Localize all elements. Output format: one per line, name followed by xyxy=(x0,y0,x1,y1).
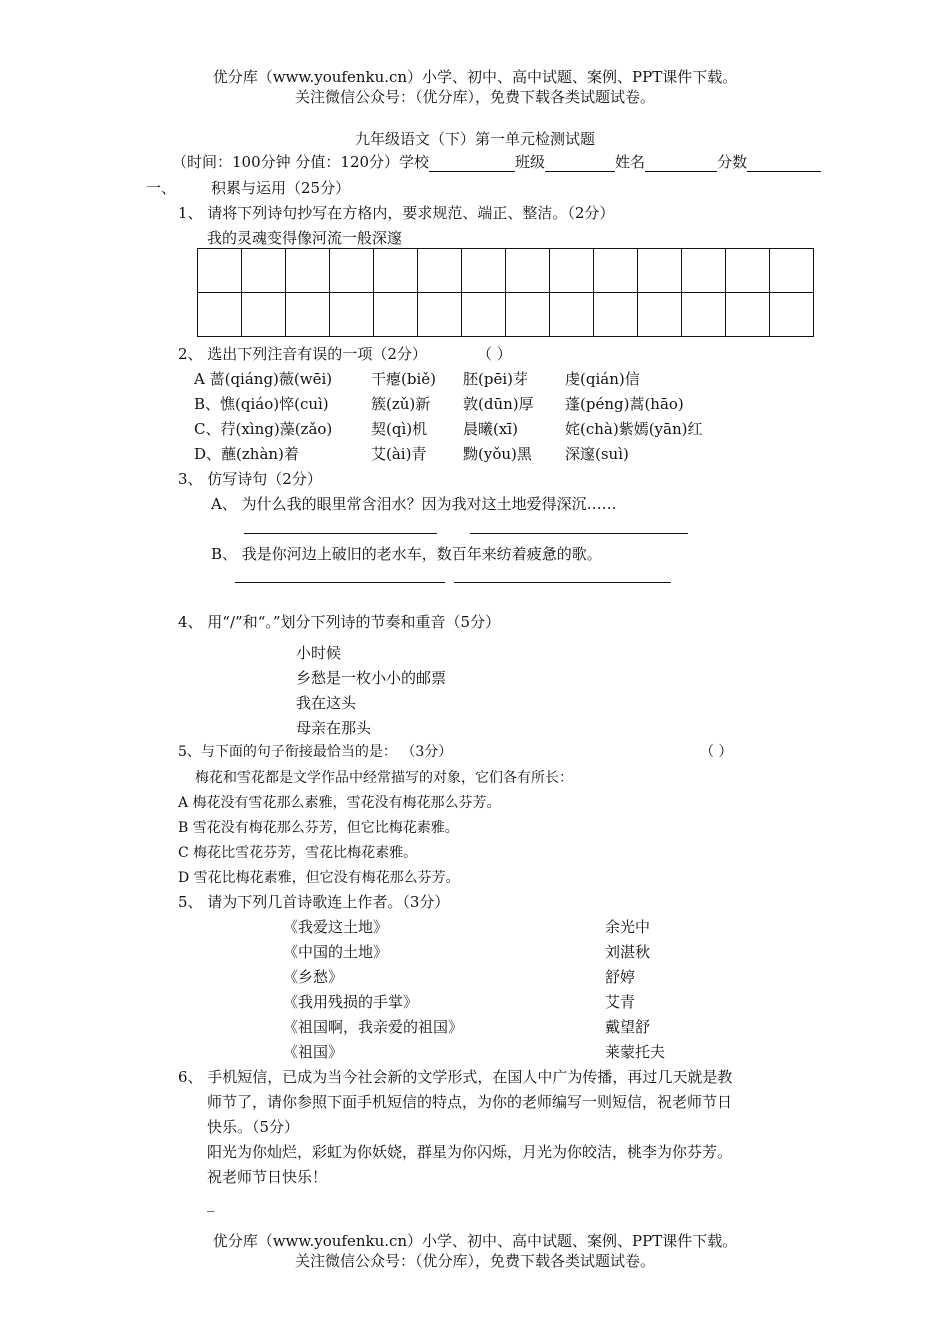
q2-prompt: 2、 选出下列注音有误的一项（2分） xyxy=(178,345,427,363)
q5b-prompt: 5、 请为下列几首诗歌连上作者。（3分） xyxy=(178,893,450,911)
q2-option-c-2: 契(qì)机 xyxy=(371,420,428,438)
author-name: 莱蒙托夫 xyxy=(605,1043,666,1061)
q6-prompt-line-2: 师节了，请你参照下面手机短信的特点，为你的老师编写一则短信，祝老师节日 xyxy=(207,1093,733,1111)
grid-cell[interactable] xyxy=(506,249,550,293)
poem-title: 《祖国啊，我亲爱的祖国》 xyxy=(283,1018,464,1036)
section-title: 积累与运用（25分） xyxy=(211,179,351,197)
q5a-option-c: C 梅花比雪花芬芳，雪花比梅花素雅。 xyxy=(178,845,418,861)
q2-option-d-2: 艾(ài)青 xyxy=(371,445,427,463)
header-line-2: 关注微信公众号：（优分库），免费下载各类试题试卷。 xyxy=(294,88,655,106)
author-name: 舒婷 xyxy=(605,968,636,986)
q2-option-c-1: C、荇(xìng)藻(zǎo) xyxy=(194,420,333,438)
q1-prompt: 1、 请将下列诗句抄写在方格内，要求规范、端正、整洁。（2分） xyxy=(178,204,615,222)
q2-option-c-3: 晨曦(xī) xyxy=(463,420,518,438)
writing-grid[interactable] xyxy=(197,248,814,337)
q5a-option-a: A 梅花没有雪花那么素雅，雪花没有梅花那么芬芳。 xyxy=(178,795,501,811)
poem-line-4: 母亲在那头 xyxy=(296,719,372,737)
poem-title: 《我用残损的手掌》 xyxy=(283,993,419,1011)
q5a-stem: 梅花和雪花都是文学作品中经常描写的对象，它们各有所长： xyxy=(195,770,573,786)
q2-option-a-4: 虔(qián)信 xyxy=(565,370,640,388)
q2-option-a-2: 干瘪(biě) xyxy=(371,370,436,388)
header-line-1: 优分库（www.youfenku.cn）小学、初中、高中试题、案例、PPT课件下载。 xyxy=(212,68,738,86)
footer-line-1: 优分库（www.youfenku.cn）小学、初中、高中试题、案例、PPT课件下载。 xyxy=(212,1232,738,1250)
author-name: 戴望舒 xyxy=(605,1018,651,1036)
grid-cell[interactable] xyxy=(286,249,330,293)
q5a-prompt: 5、与下面的句子衔接最恰当的是： （3分） xyxy=(178,744,453,760)
poem-line-1: 小时候 xyxy=(296,644,342,662)
grid-cell[interactable] xyxy=(770,249,814,293)
poem-title: 《祖国》 xyxy=(283,1043,344,1061)
grid-cell[interactable] xyxy=(374,249,418,293)
grid-cell[interactable] xyxy=(462,293,506,337)
name-blank[interactable] xyxy=(645,171,717,172)
grid-cell[interactable] xyxy=(638,249,682,293)
class-blank[interactable] xyxy=(545,171,615,172)
grid-cell[interactable] xyxy=(770,293,814,337)
q2-option-d-3: 黝(yǒu)黑 xyxy=(463,445,532,463)
q5a-answer-paren[interactable]: （ ） xyxy=(700,744,733,760)
q5a-option-b: B 雪花没有梅花那么芬芳，但它比梅花素雅。 xyxy=(178,820,459,836)
q3-item-b: B、 我是你河边上破旧的老水车，数百年来纺着疲惫的歌。 xyxy=(211,545,602,563)
grid-cell[interactable] xyxy=(242,293,286,337)
q2-option-a-3: 胚(pēi)芽 xyxy=(463,370,528,388)
q2-option-b-2: 簇(zǔ)新 xyxy=(371,395,431,413)
q6-prompt-line-1: 6、 手机短信，已成为当今社会新的文学形式，在国人中广为传播，再过几天就是教 xyxy=(178,1068,733,1086)
q2-option-b-1: B、憔(qiáo)悴(cuì) xyxy=(194,395,329,413)
q6-sample-sms-line-2: 祝老师节日快乐！ xyxy=(207,1168,328,1186)
grid-cell[interactable] xyxy=(462,249,506,293)
q2-option-d-4: 深邃(suì) xyxy=(565,445,629,463)
q2-option-a-1: A 蔷(qiáng)薇(wēi) xyxy=(194,370,333,388)
q6-prompt-line-3: 快乐。（5分） xyxy=(207,1118,300,1136)
grid-cell[interactable] xyxy=(682,249,726,293)
school-blank[interactable] xyxy=(429,171,515,172)
q2-option-d-1: D、蘸(zhàn)着 xyxy=(194,445,299,463)
q4-prompt: 4、 用“/”和“。”划分下列诗的节奏和重音（5分） xyxy=(178,613,501,631)
grid-cell[interactable] xyxy=(330,293,374,337)
q2-option-c-4: 姹(chà)紫嫣(yān)红 xyxy=(565,420,703,438)
q3-b-answer-line-2[interactable] xyxy=(454,582,671,583)
grid-cell[interactable] xyxy=(726,249,770,293)
author-name: 艾青 xyxy=(605,993,636,1011)
q6-sample-sms-line-1: 阳光为你灿烂，彩虹为你妖娆，群星为你闪烁，月光为你皎洁，桃李为你芬芳。 xyxy=(207,1143,733,1161)
q2-option-b-3: 敦(dūn)厚 xyxy=(463,395,534,413)
q5a-option-d: D 雪花比梅花素雅，但它没有梅花那么芬芳。 xyxy=(178,870,460,886)
grid-cell[interactable] xyxy=(286,293,330,337)
grid-cell[interactable] xyxy=(198,293,242,337)
grid-cell[interactable] xyxy=(594,293,638,337)
q3-b-answer-line-1[interactable] xyxy=(235,582,445,583)
grid-row xyxy=(198,293,814,337)
grid-cell[interactable] xyxy=(682,293,726,337)
grid-cell[interactable] xyxy=(550,249,594,293)
grid-cell[interactable] xyxy=(198,249,242,293)
grid-cell[interactable] xyxy=(418,293,462,337)
q3-a-answer-line-1[interactable] xyxy=(244,533,437,534)
page-title: 九年级语文（下）第一单元检测试题 xyxy=(354,130,595,148)
score-label: 分数 xyxy=(717,153,748,171)
q6-answer-start[interactable]: _ xyxy=(207,1194,215,1212)
section-number: 一、 xyxy=(146,179,177,197)
grid-cell[interactable] xyxy=(726,293,770,337)
score-blank[interactable] xyxy=(747,171,821,172)
grid-cell[interactable] xyxy=(418,249,462,293)
footer-line-2: 关注微信公众号：（优分库），免费下载各类试题试卷。 xyxy=(294,1252,655,1270)
poem-line-3: 我在这头 xyxy=(296,694,357,712)
grid-cell[interactable] xyxy=(506,293,550,337)
q1-text: 我的灵魂变得像河流一般深邃 xyxy=(207,229,403,247)
grid-cell[interactable] xyxy=(330,249,374,293)
q3-prompt: 3、 仿写诗句（2分） xyxy=(178,470,322,488)
q2-answer-paren[interactable]: （ ） xyxy=(477,345,512,363)
grid-cell[interactable] xyxy=(594,249,638,293)
grid-cell[interactable] xyxy=(550,293,594,337)
grid-cell[interactable] xyxy=(638,293,682,337)
q2-option-b-4: 蓬(péng)蒿(hāo) xyxy=(565,395,684,413)
poem-title: 《乡愁》 xyxy=(283,968,344,986)
author-name: 余光中 xyxy=(605,918,651,936)
name-label: 姓名 xyxy=(615,153,646,171)
poem-title: 《我爱这土地》 xyxy=(283,918,389,936)
poem-title: 《中国的土地》 xyxy=(283,943,389,961)
grid-cell[interactable] xyxy=(242,249,286,293)
time-score-school-label: （时间：100分钟 分值：120分）学校 xyxy=(172,153,430,171)
q3-item-a: A、 为什么我的眼里常含泪水？因为我对这土地爱得深沉…… xyxy=(211,495,617,513)
grid-row xyxy=(198,249,814,293)
q3-a-answer-line-2[interactable] xyxy=(470,533,688,534)
exam-info-line xyxy=(172,151,821,172)
author-name: 刘湛秋 xyxy=(605,943,651,961)
class-label: 班级 xyxy=(515,153,546,171)
poem-line-2: 乡愁是一枚小小的邮票 xyxy=(296,669,447,687)
grid-cell[interactable] xyxy=(374,293,418,337)
